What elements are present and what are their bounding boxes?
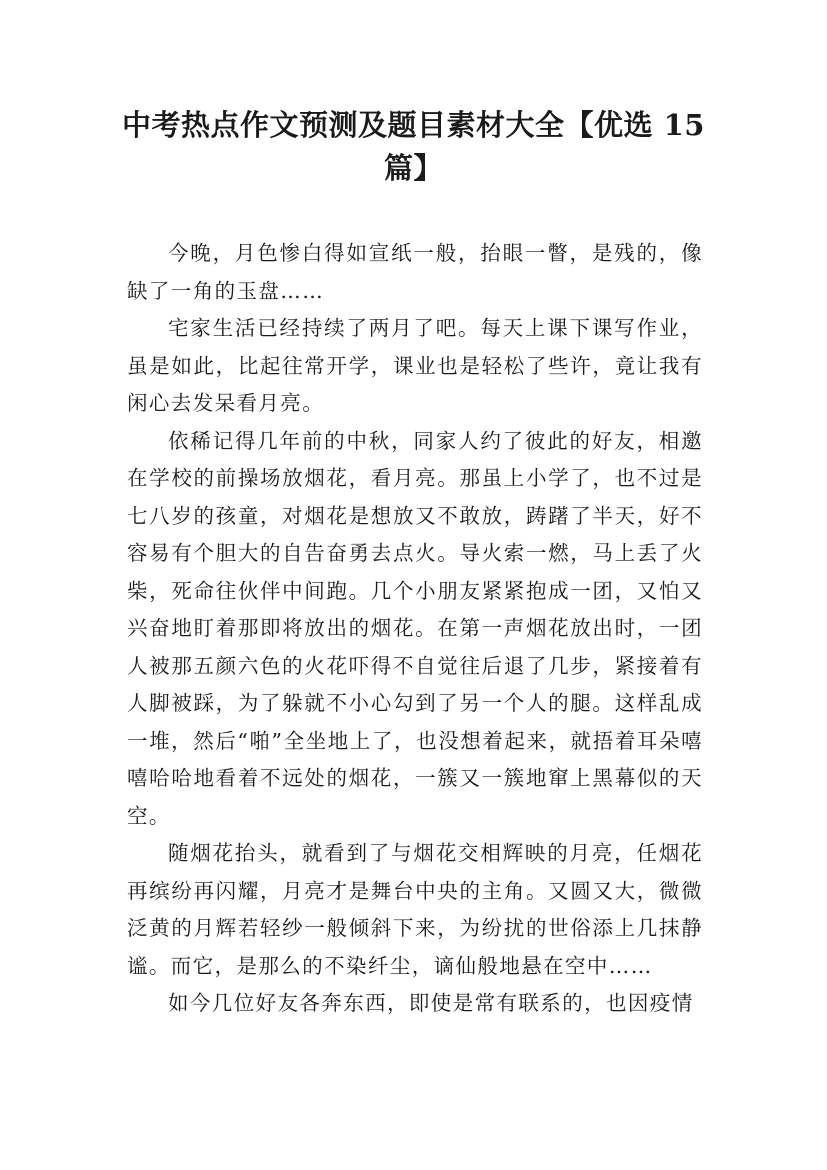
paragraph: 随烟花抬头，就看到了与烟花交相辉映的月亮，任烟花再缤纷再闪耀，月亮才是舞台中央的主角。又圆又大，微微泛黄的月辉若轻纱一般倾斜下来，为纷扰的世俗添上几抹静谧。而它，是那么的不染纤尘，谪仙般地悬在空中……	[127, 841, 703, 978]
paragraph: 依稀记得几年前的中秋，同家人约了彼此的好友，相邀在学校的前操场放烟花，看月亮。那虽上小学了，也不过是七八岁的孩童，对烟花是想放又不敢放，踌躇了半天，好不容易有个胆大的自告奋勇去点火。导火索一燃，马上丢了火柴，死命往伙伴中间跑。几个小朋友紧紧抱成一团，又怕又兴奋地盯着那即将放出的烟花。在第一声烟花放出时，一团人被那五颜六色的火花吓得不自觉往后退了几步，紧接着有人脚被踩，为了躲就不小心勾到了另一个人的腿。这样乱成一堆，然后“啪”全坐地上了，也没想着起来，就捂着耳朵嘻嘻哈哈地看着不远处的烟花，一簇又一簇地窜上黑幕似的天空。	[127, 428, 703, 828]
document-body	[127, 235, 703, 1023]
paragraph: 如今几位好友各奔东西，即使是常有联系的，也因疫情	[168, 991, 694, 1015]
paragraph: 今晚，月色惨白得如宣纸一般，抬眼一瞥，是残的，像缺了一角的玉盘……	[127, 241, 703, 303]
paragraph: 宅家生活已经持续了两月了吧。每天上课下课写作业，虽是如此，比起往常开学，课业也是轻松了些许，竟让我有闲心去发呆看月亮。	[127, 316, 703, 415]
document-title: 中考热点作文预测及题目素材大全【优选 15 篇】	[122, 108, 705, 185]
